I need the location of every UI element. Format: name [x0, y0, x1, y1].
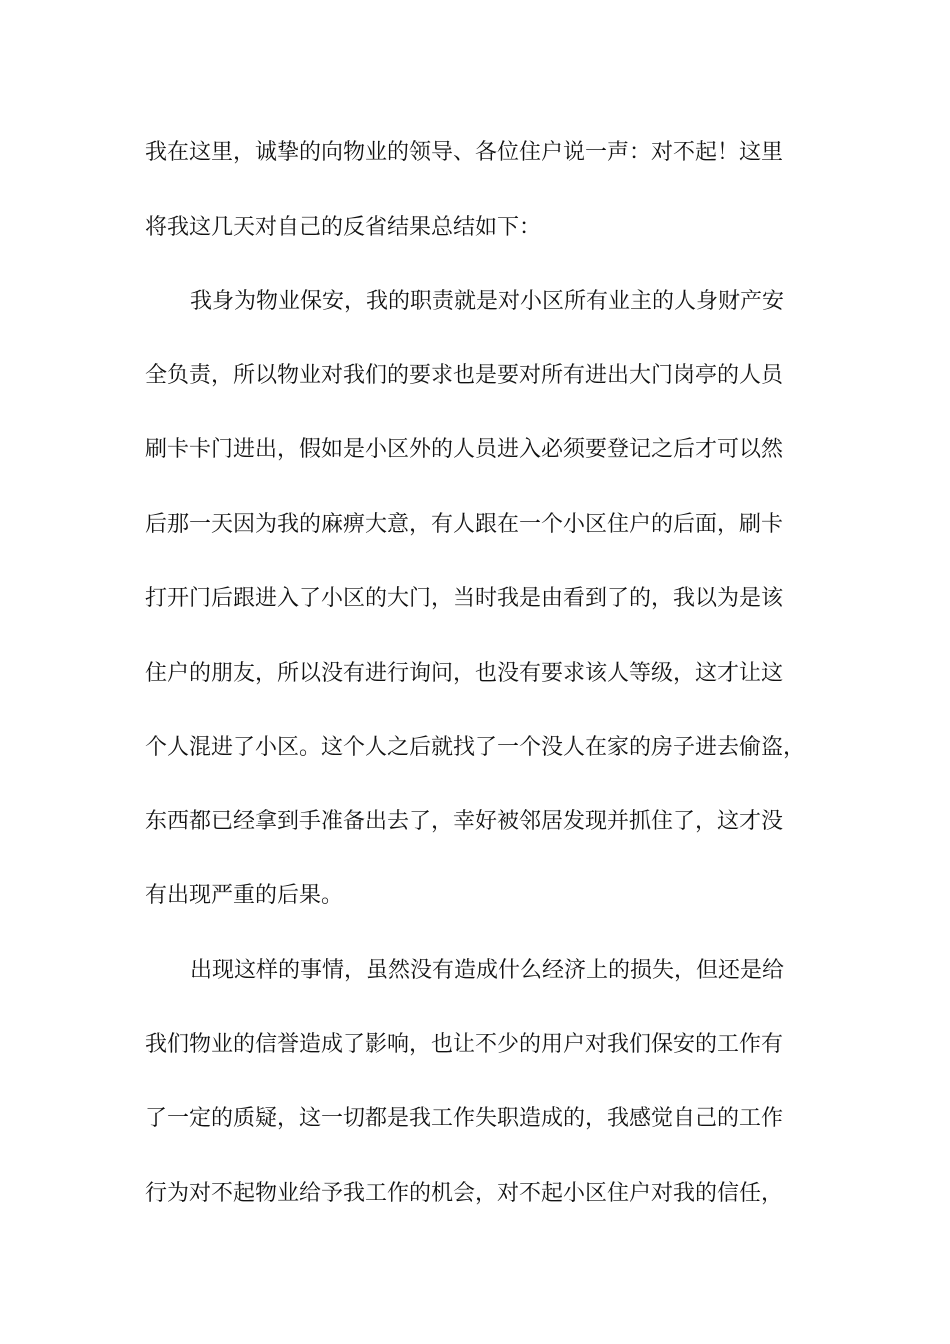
text-line: 我们物业的信誉造成了影响，也让不少的用户对我们保安的工作有	[145, 1032, 784, 1057]
text-line: 住户的朋友，所以没有进行询问，也没有要求该人等级，这才让这	[145, 661, 784, 686]
text-line: 我身为物业保安，我的职责就是对小区所有业主的人身财产安	[190, 289, 785, 314]
text-line: 东西都已经拿到手准备出去了，幸好被邻居发现并抓住了，这才没	[145, 809, 784, 834]
text-line: 打开门后跟进入了小区的大门，当时我是由看到了的，我以为是该	[145, 586, 784, 611]
text-line: 有出现严重的后果。	[145, 883, 344, 908]
text-line: 后那一天因为我的麻痹大意，有人跟在一个小区住户的后面，刷卡	[145, 512, 784, 537]
text-line: 全负责，所以物业对我们的要求也是要对所有进出大门岗亭的人员	[145, 363, 784, 388]
text-line: 出现这样的事情，虽然没有造成什么经济上的损失，但还是给	[190, 958, 785, 983]
text-line: 了一定的质疑，这一切都是我工作失职造成的，我感觉自己的工作	[145, 1106, 784, 1131]
text-line: 行为对不起物业给予我工作的机会，对不起小区住户对我的信任，	[145, 1181, 784, 1206]
text-line: 个人混进了小区。这个人之后就找了一个没人在家的房子进去偷盗，	[145, 735, 806, 760]
text-line: 我在这里，诚挚的向物业的领导、各位住户说一声：对不起！这里	[145, 140, 784, 165]
text-line: 刷卡卡门进出，假如是小区外的人员进入必须要登记之后才可以然	[145, 437, 784, 462]
text-line: 将我这几天对自己的反省结果总结如下：	[145, 215, 542, 240]
